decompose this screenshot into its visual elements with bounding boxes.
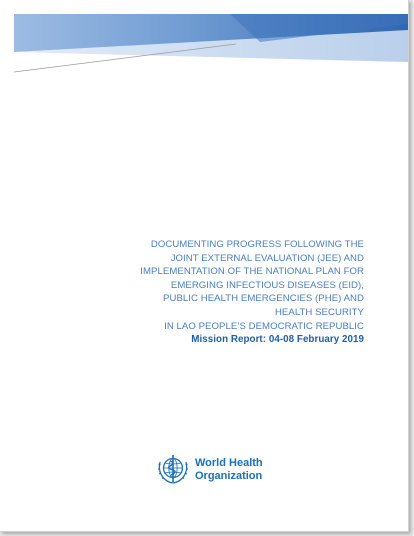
who-logo-line-2: Organization <box>195 470 263 482</box>
title-line-4: EMERGING INFECTIOUS DISEASES (EID), <box>170 279 364 291</box>
who-logo-text <box>195 457 263 483</box>
title-line-3: IMPLEMENTATION OF THE NATIONAL PLAN FOR <box>140 266 364 278</box>
who-emblem-icon <box>156 452 190 486</box>
title-line-1: DOCUMENTING PROGRESS FOLLOWING THE <box>150 239 364 250</box>
title-line-2: JOINT EXTERNAL EVALUATION (JEE) AND <box>170 252 364 264</box>
header-banner <box>0 0 408 80</box>
who-logo-line-1: World Health <box>195 457 263 469</box>
title-line-6: HEALTH SECURITY <box>274 306 364 318</box>
report-title <box>64 238 364 347</box>
title-line-5: PUBLIC HEALTH EMERGENCIES (PHE) AND <box>163 293 364 305</box>
title-line-7: IN LAO PEOPLE’S DEMOCRATIC REPUBLIC <box>164 320 364 332</box>
mission-report-subtitle: Mission Report: 04-08 February 2019 <box>191 334 364 346</box>
who-logo <box>156 452 276 488</box>
